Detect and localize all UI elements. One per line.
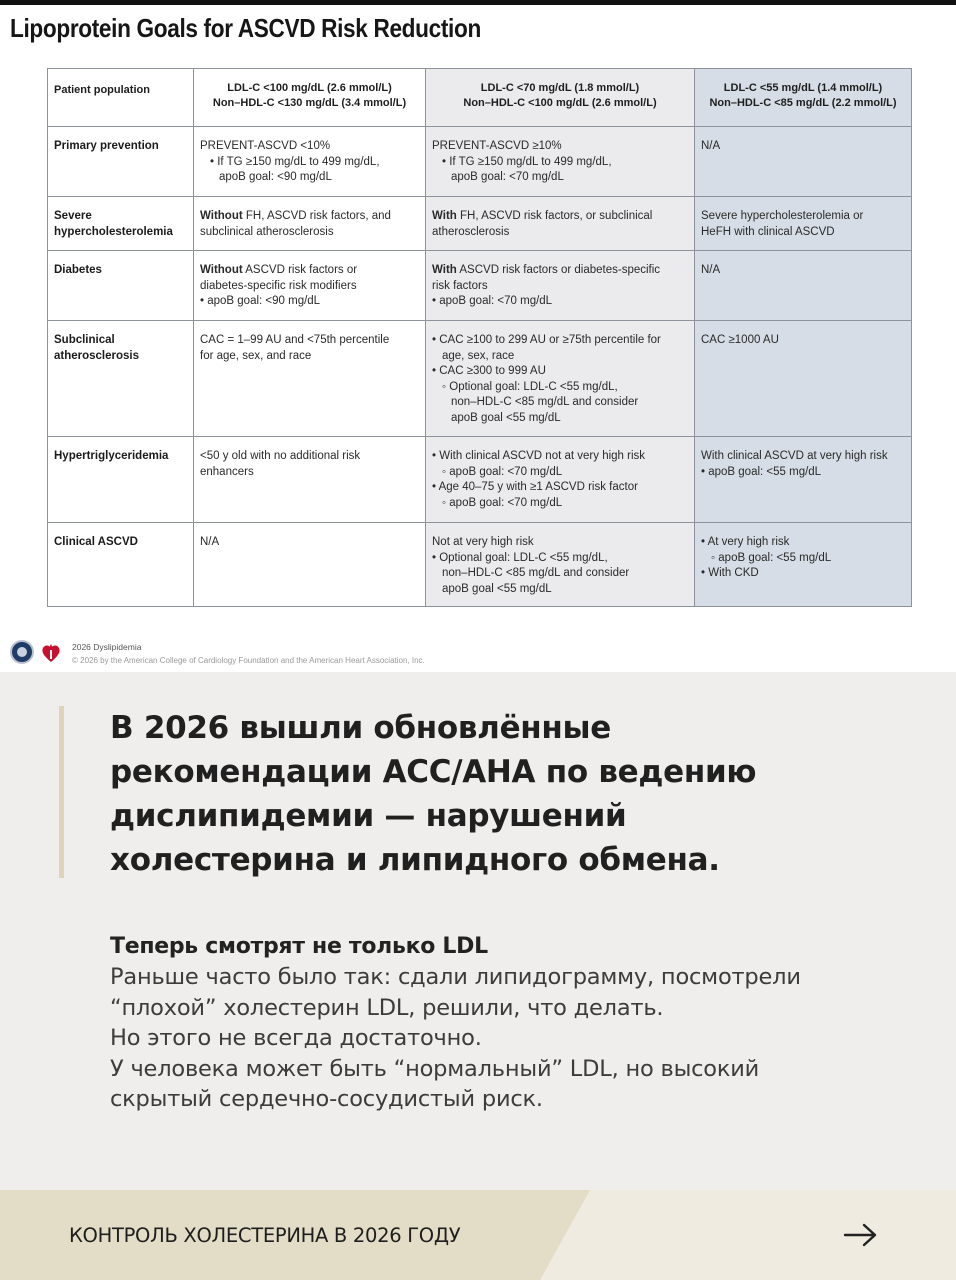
slide-title: Lipoprotein Goals for ASCVD Risk Reduction (10, 13, 481, 43)
cell-line (701, 535, 911, 551)
table-cell (426, 251, 695, 321)
bottom-bar-highlight (540, 1190, 956, 1280)
cell-line (200, 225, 425, 241)
cell-text: ASCVD risk factors or (242, 264, 358, 276)
row-label-cell (48, 197, 194, 251)
cell-text: Not at very high risk (432, 536, 534, 548)
header-goal-tier-2 (426, 69, 695, 127)
cell-line (200, 535, 425, 551)
cell-text: • If TG ≥150 mg/dL to 499 mg/dL, (442, 155, 612, 168)
cell-text: PREVENT-ASCVD ≥10% (432, 140, 562, 152)
cell-line (432, 263, 694, 279)
table-cell (695, 197, 912, 251)
table-cell (695, 523, 912, 607)
table-cell (426, 197, 695, 251)
cell-text: CAC = 1–99 AU and <75th percentile (200, 334, 390, 346)
table-row (48, 523, 912, 607)
next-post-bar[interactable] (0, 1190, 956, 1280)
cell-text: • With CKD (701, 567, 759, 579)
cell-line (200, 263, 425, 279)
cell-text: • At very high risk (701, 536, 790, 548)
table-cell (426, 523, 695, 607)
table-cell (426, 321, 695, 437)
cell-text: FH, ASCVD risk factors, or subclinical (456, 210, 653, 222)
header-line: LDL-C <70 mg/dL (1.8 mmol/L) (480, 82, 640, 94)
header-goal-tier-1 (194, 69, 426, 127)
cell-line (200, 279, 425, 295)
cell-line (701, 566, 911, 582)
cell-line (432, 279, 694, 295)
row-label-cell (48, 321, 194, 437)
table-cell (426, 437, 695, 523)
cell-bold-lead: Without (200, 264, 243, 276)
cell-line (432, 465, 694, 481)
row-label-line: hypercholesterolemia (54, 225, 173, 238)
cell-text: N/A (701, 140, 721, 152)
cell-line (432, 333, 694, 349)
body-line: Но этого не всегда достаточно. (110, 1025, 482, 1051)
cell-text: apoB goal: <90 mg/dL (219, 171, 332, 183)
cell-text: • apoB goal: <70 mg/dL (432, 295, 553, 307)
cell-text: for age, sex, and race (200, 349, 312, 362)
row-label-line: Subclinical (54, 334, 115, 346)
headline-line: холестерина и липидного обмена. (110, 842, 720, 878)
cell-text: apoB goal <55 mg/dL (442, 582, 552, 595)
cell-line (701, 139, 911, 155)
cell-text: • With clinical ASCVD not at very high risk (432, 450, 646, 462)
cell-line (701, 225, 911, 241)
cell-text: • CAC ≥100 to 299 AU or ≥75th percentile for (432, 334, 661, 346)
cell-text: age, sex, race (442, 349, 515, 362)
table-row (48, 251, 912, 321)
cell-line (432, 582, 694, 598)
header-line: Non–HDL-C <130 mg/dL (3.4 mmol/L) (212, 97, 407, 109)
table-cell (194, 523, 426, 607)
article-body (110, 962, 801, 1115)
cell-line (200, 139, 425, 155)
cell-bold-lead: Without (200, 210, 243, 222)
cell-line (432, 139, 694, 155)
table-cell (194, 197, 426, 251)
acc-seal-logo-icon (10, 640, 34, 664)
cell-line (432, 411, 694, 427)
cell-text: • CAC ≥300 to 999 AU (432, 365, 546, 377)
cell-text: • Optional goal: LDL-C <55 mg/dL, (432, 551, 608, 564)
body-line: “плохой” холестерин LDL, решили, что делать. (110, 994, 664, 1021)
cell-bold-lead: With (432, 210, 457, 222)
row-label-line: Primary prevention (54, 140, 159, 152)
row-label-cell (48, 251, 194, 321)
arrow-right-icon[interactable] (843, 1222, 879, 1248)
table-cell (695, 251, 912, 321)
aha-heart-torch-logo-icon (39, 641, 63, 665)
cell-text: risk factors (432, 279, 488, 292)
cell-line (432, 496, 694, 512)
cell-line (200, 209, 425, 225)
guideline-slide (0, 5, 956, 672)
cell-line (432, 225, 694, 241)
headline-line: дислипидемии — нарушений (110, 798, 627, 834)
cell-text: ◦ Optional goal: LDL-C <55 mg/dL, (442, 380, 618, 393)
table-cell (695, 127, 912, 197)
table-body (48, 127, 912, 607)
cell-text: With clinical ASCVD at very high risk (701, 450, 888, 462)
cell-text: diabetes-specific risk modifiers (200, 279, 357, 292)
cell-line (701, 209, 911, 225)
cell-line (432, 170, 694, 186)
header-line: Non–HDL-C <100 mg/dL (2.6 mmol/L) (463, 97, 657, 109)
cell-text: subclinical atherosclerosis (200, 225, 334, 238)
cell-text: apoB goal: <70 mg/dL (451, 171, 564, 183)
cell-text: PREVENT-ASCVD <10% (200, 140, 331, 152)
cell-line (432, 566, 694, 582)
cell-line (432, 551, 694, 567)
table-cell (194, 251, 426, 321)
lipoprotein-goals-table (47, 68, 912, 607)
cell-line (701, 465, 911, 481)
cell-line (200, 294, 425, 310)
cell-text: CAC ≥1000 AU (701, 334, 779, 346)
cell-text: apoB goal <55 mg/dL (451, 411, 561, 424)
body-line: Раньше часто было так: сдали липидограмму, посмотрели (110, 964, 801, 990)
cell-text: • apoB goal: <90 mg/dL (200, 295, 321, 307)
footer-title: 2026 Dyslipidemia (72, 642, 142, 652)
cell-text: non–HDL-C <85 mg/dL and consider (442, 567, 630, 579)
table-header-row (48, 69, 912, 127)
footer-copyright: © 2026 by the American College of Cardiology Foundation and the American Heart Association, Inc. (72, 656, 425, 665)
cell-line (432, 209, 694, 225)
row-label-line: atherosclerosis (54, 349, 140, 362)
cell-text: ASCVD risk factors or diabetes-specific (456, 264, 661, 276)
cell-line (701, 263, 911, 279)
cell-text: enhancers (200, 465, 254, 478)
table-cell (695, 437, 912, 523)
table-row (48, 437, 912, 523)
header-patient-population (48, 69, 194, 127)
body-line: У человека может быть “нормальный” LDL, но высокий (110, 1055, 760, 1082)
header-goal-tier-3 (695, 69, 912, 127)
cell-line (200, 449, 425, 465)
row-label-cell (48, 523, 194, 607)
headline-line: рекомендации ACC/AHA по ведению (110, 754, 757, 790)
cell-line (432, 449, 694, 465)
table-row (48, 321, 912, 437)
cell-line (200, 333, 425, 349)
header-line: Patient population (54, 84, 150, 96)
cell-line (432, 294, 694, 310)
header-line: LDL-C <55 mg/dL (1.4 mmol/L) (723, 82, 883, 94)
row-label-cell (48, 437, 194, 523)
cell-text: ◦ apoB goal: <55 mg/dL (711, 551, 832, 564)
cell-line (432, 364, 694, 380)
cell-bold-lead: With (432, 264, 457, 276)
cell-text: • Age 40–75 y with ≥1 ASCVD risk factor (432, 481, 638, 493)
cell-line (432, 380, 694, 396)
body-line: скрытый сердечно-сосудистый риск. (110, 1086, 543, 1112)
table-cell (194, 321, 426, 437)
cell-line (701, 449, 911, 465)
cell-line (432, 155, 694, 171)
cell-line (432, 395, 694, 411)
article-subheading: Теперь смотрят не только LDL (110, 934, 488, 959)
cell-text: N/A (200, 536, 220, 548)
headline-line: В 2026 вышли обновлённые (110, 710, 611, 746)
next-post-label: КОНТРОЛЬ ХОЛЕСТЕРИНА В 2026 ГОДУ (69, 1224, 461, 1247)
cell-text: HeFH with clinical ASCVD (701, 225, 835, 238)
cell-text: • If TG ≥150 mg/dL to 499 mg/dL, (210, 155, 380, 168)
headline-accent-bar (59, 706, 64, 878)
cell-text: ◦ apoB goal: <70 mg/dL (442, 465, 563, 478)
cell-line (200, 465, 425, 481)
cell-line (701, 333, 911, 349)
cell-text: non–HDL-C <85 mg/dL and consider (451, 396, 639, 408)
cell-line (701, 551, 911, 567)
cell-text: <50 y old with no additional risk (200, 450, 361, 462)
table-cell (426, 127, 695, 197)
cell-text: atherosclerosis (432, 225, 510, 238)
row-label-line: Diabetes (54, 264, 102, 276)
row-label-cell (48, 127, 194, 197)
cell-line (432, 535, 694, 551)
header-line: Non–HDL-C <85 mg/dL (2.2 mmol/L) (709, 97, 897, 109)
cell-text: FH, ASCVD risk factors, and (242, 210, 391, 222)
cell-line (200, 349, 425, 365)
table-cell (194, 437, 426, 523)
row-label-line: Hypertriglyceridemia (54, 450, 169, 462)
table-row (48, 127, 912, 197)
cell-text: • apoB goal: <55 mg/dL (701, 465, 822, 478)
table-cell (695, 321, 912, 437)
article-headline (110, 706, 930, 882)
table-row (48, 197, 912, 251)
cell-line (200, 155, 425, 171)
cell-line (200, 170, 425, 186)
table-cell (194, 127, 426, 197)
row-label-line: Clinical ASCVD (54, 536, 138, 548)
row-label-line: Severe (54, 210, 92, 222)
cell-line (432, 480, 694, 496)
cell-text: ◦ apoB goal: <70 mg/dL (442, 496, 563, 509)
cell-text: N/A (701, 264, 721, 276)
cell-text: Severe hypercholesterolemia or (701, 210, 864, 222)
header-line: LDL-C <100 mg/dL (2.6 mmol/L) (227, 82, 392, 94)
cell-line (432, 349, 694, 365)
